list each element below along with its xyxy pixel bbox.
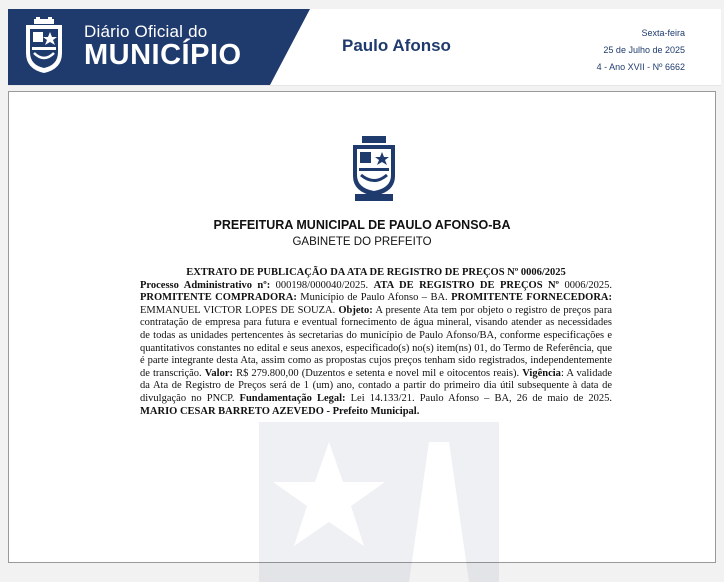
crest-icon: [349, 136, 399, 202]
compradora-value: Município de Paulo Afonso – BA.: [300, 292, 448, 304]
valor-value: R$ 279.800,00 (Duzentos e setenta e novel mil e oitocentos reais).: [236, 367, 520, 379]
masthead-brand-block: [8, 9, 270, 85]
brand-title: MUNICÍPIO: [84, 39, 242, 71]
extract-body: [140, 267, 612, 418]
edition-number: 4 - Ano XVII - Nº 6662: [596, 62, 685, 72]
publication-date: 25 de Julho de 2025: [603, 45, 685, 55]
masthead: [8, 9, 721, 86]
processo-label: Processo Administrativo nº:: [140, 279, 271, 291]
brand-subtitle: Diário Oficial do: [84, 22, 208, 41]
crest-icon: [22, 17, 66, 75]
edition-info: [597, 25, 685, 76]
extract-title: EXTRATO DE PUBLICAÇÃO DA ATA DE REGISTRO DE PREÇOS Nº 0006/2025: [186, 267, 566, 278]
watermark-crest-icon: [239, 422, 519, 582]
processo-value: 000198/000040/2025.: [275, 279, 369, 291]
ata-label: ATA DE REGISTRO DE PREÇOS Nº: [373, 279, 560, 291]
extract-paragraph: [140, 280, 612, 419]
organization-name: PREFEITURA MUNICIPAL DE PAULO AFONSO-BA: [213, 218, 511, 232]
ata-value: 0006/2025.: [564, 279, 613, 291]
fornecedora-value: EMMANUEL VICTOR LOPES DE SOUZA.: [140, 304, 336, 316]
document-page: [8, 91, 716, 563]
fundamentacao-label: Fundamentação Legal:: [239, 392, 346, 404]
weekday: Sexta-feira: [641, 28, 685, 38]
compradora-label: PROMITENTE COMPRADORA:: [140, 292, 297, 304]
valor-label: Valor:: [204, 367, 233, 379]
fornecedora-label: PROMITENTE FORNECEDORA:: [451, 292, 613, 304]
signature: MARIO CESAR BARRETO AZEVEDO - Prefeito Municipal.: [140, 405, 420, 417]
objeto-label: Objeto:: [338, 304, 373, 316]
fundamentacao-value: Lei 14.133/21. Paulo Afonso – BA, 26 de maio de 2025.: [350, 392, 613, 404]
city-name: Paulo Afonso: [342, 36, 451, 55]
department-name: GABINETE DO PREFEITO: [292, 236, 432, 248]
vigencia-value: : A validade da Ata de Registro de Preços será de 1 (um) ano, contado a partir do primeiro dia útil subsequente à data de divulgação no PNCP.: [140, 367, 613, 404]
vigencia-label: Vigência: [522, 367, 561, 379]
objeto-value: A presente Ata tem por objeto o registro de preços para contratação de empresa para futura e eventual fornecimento de água mineral, visando atender as necessidades de todas as unidades pertencentes às secretarias do município de Paulo Afonso/BA, conforme especificações e quantitativos constantes no edital e seus anexos, especificado(s) no(s) item(ns) 01, do Termo de Referência, que é parte integrante desta Ata, assim como as propostas cujos preços tenham sido registrados, independentemente de transcrição.: [140, 304, 612, 379]
